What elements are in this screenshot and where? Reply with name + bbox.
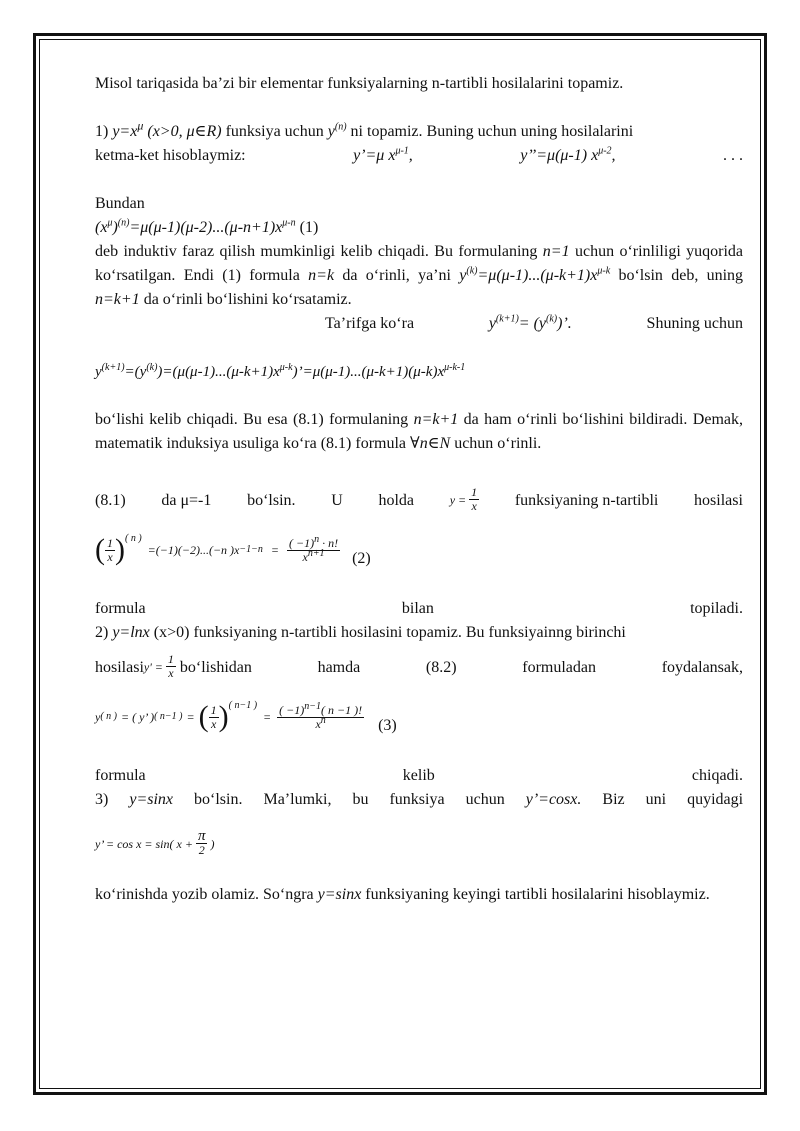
math-span: ( −1) <box>288 535 315 550</box>
math-span: = (y <box>518 315 547 332</box>
text-span: funksiyaning n-tartibli <box>514 492 659 509</box>
formula-bilan-line <box>95 597 743 621</box>
ellipsis: . . . <box>723 147 743 164</box>
formula-label: (3) <box>378 717 397 734</box>
function-condition: (x>0, μ∈R) <box>147 123 222 140</box>
final-paragraph <box>95 883 743 907</box>
derivatives-line: ketma-ket hisoblaymiz: y’=μ $x^{\mu-1}$, y’’=μ(μ-1) $x^{\mu-2}$, . . . <box>95 144 743 168</box>
math-span: y <box>459 267 467 284</box>
text-span: ketma-ket hisoblaymiz: <box>95 147 246 164</box>
paren: ) <box>115 533 125 566</box>
math-span: ( n −1 )! <box>321 702 363 717</box>
example-number: 1) <box>95 123 109 140</box>
fraction <box>196 830 208 857</box>
math-span: n=1 <box>542 243 570 260</box>
document-body <box>95 72 743 907</box>
formula-1: $(x^\mu)^{(n)}=\mu(\mu-1)(\mu-2)...(\mu-n+1)x^{\mu-n}$ (1) <box>95 217 319 236</box>
text-span: bo‘lishi kelib chiqadi. Bu esa (8.1) formulaning <box>95 411 409 428</box>
text-span: Ta’rifga ko‘ra <box>325 315 415 332</box>
math-span: ∀n∈N <box>410 435 451 452</box>
fraction: $\frac{1}{x}$ <box>107 535 113 564</box>
paren: ( <box>198 700 209 733</box>
math-span: ) <box>210 836 215 851</box>
text-span: formula <box>95 600 146 617</box>
math-span: x <box>315 716 321 731</box>
math-span: y’’=μ(μ-1) x <box>520 147 599 164</box>
exponent: n−1 <box>304 700 321 712</box>
text-span: deb induktiv faraz qilish mumkinligi kelib chiqadi. Bu formulaning <box>95 243 538 260</box>
text-span: n-tartibli hosilasini topamiz. Bu funksiyainng birinchi <box>281 624 626 641</box>
text-span: da ham o‘rinli bo‘lishini bildiradi. Demak, matematik induksiya usuliga ko‘ra (8.1) formula <box>95 411 743 452</box>
math-span: = <box>263 710 272 724</box>
conclusion-paragraph <box>95 408 743 456</box>
fraction <box>277 700 364 731</box>
math-span: y <box>95 710 101 724</box>
text-span: (8.1) <box>95 492 126 509</box>
function-expr: y=x <box>112 123 138 140</box>
math-span: ( −1) <box>279 702 305 717</box>
math-span: y = <box>449 492 467 507</box>
text-span: (x>0) funksiyaning <box>153 624 278 641</box>
formula-2 <box>95 529 743 571</box>
formula-k-plus-1: $y^{(k+1)}=(y^{(k)})=(\mu(\mu-1)...(\mu-k+1)x^{\mu-k})’=\mu(\mu-1)...(\mu-k+1)(\mu-k)x^{\mu-k-1}$ <box>95 362 466 380</box>
formula-label: (1) <box>299 219 319 236</box>
fraction-y-1-over-x <box>450 486 479 513</box>
text-span: hosilasi <box>95 659 144 676</box>
exponent: n <box>314 533 320 545</box>
formula-body: ( $\frac{1}{x}$ ) ( n ) =(−1)(−2)...(−n )x −1−n = $\frac{( -1)^n \cdot n!}{x^{n+1}}$ <box>95 533 339 566</box>
math-span: y=sinx <box>129 791 174 808</box>
case-mu-minus-1-line <box>95 486 743 513</box>
example-3-paragraph <box>95 788 743 812</box>
exponent: μ-1 <box>395 145 409 157</box>
text-span: bo‘lsin. Ma’lumki, bu funksiya uchun <box>194 791 505 808</box>
numerator: π <box>197 828 206 844</box>
text-span: kelib <box>402 767 435 784</box>
math-span: =μ(μ-1)...(μ-k+1)x <box>477 267 598 284</box>
induction-paragraph: deb induktiv faraz qilish mumkinligi kelib chiqadi. Bu formulaning n=1 uchun o‘rinliligi yuqorida ko‘rsatilgan. Endi (1) formula n=k da o‘rinli, ya’ni $y^{(k)}=\mu(\mu-1)...(\mu-k+1)x^{\mu-k}$ bo‘lsin deb, uning n=k+1 da o‘rinli bo‘lishini ko‘rsatamiz. <box>95 243 744 308</box>
text-span: Biz uni quyidagi <box>602 791 744 808</box>
fraction: $\frac{1}{x}$ <box>167 652 174 680</box>
math-span: )’. <box>557 315 572 332</box>
bundan-line: Bundan <box>95 195 145 212</box>
text-span: topiladi. <box>690 600 743 617</box>
formula-3 <box>95 696 743 738</box>
text-span: bo‘lsin deb, uning <box>618 267 744 284</box>
example-1-paragraph: 1) $y=x^\mu$ (x>0, μ∈R) funksiya uchun $y^{(n)}$ ni topamiz. Buning uchun uning hosilalarini <box>95 118 634 140</box>
definition-line: Ta’rifga ko‘ra $y^{(k+1)}= (y^{(k)})$’. Shuning uchun <box>95 312 743 336</box>
math-span: = ( y’ ) <box>121 710 155 724</box>
text-span: da o‘rinli, ya’ni <box>342 267 451 284</box>
denominator: x <box>471 499 477 513</box>
formula-body: y ( n ) = ( y’ ) ( n−1 ) = ( $\frac{1}{x}$ ) ( n−1 ) = $\frac{( -1)^{n-1}( n -1 )!}{x^n}$ <box>95 700 363 733</box>
fraction-y-prime <box>144 653 176 680</box>
text-span: 3) <box>95 791 109 808</box>
text-span: U <box>331 492 343 509</box>
formula-sin-shift <box>95 830 743 857</box>
text-span: uchun o‘rinli. <box>454 435 542 452</box>
exponent: μ-n <box>282 217 296 229</box>
math-span: = <box>186 710 195 724</box>
formula-label: (2) <box>352 550 371 567</box>
math-span: =(−1)(−2)...(−n )x <box>147 543 240 557</box>
math-span: n=k <box>308 267 335 284</box>
text-span: da μ=-1 <box>161 492 212 509</box>
denominator: 2 <box>198 843 205 857</box>
math-span: =μ(μ-1)(μ-2)...(μ-n+1)x <box>129 219 283 236</box>
text-span: ni topamiz. Buning uchun uning hosilalarini <box>350 123 634 140</box>
example-2-paragraph <box>95 621 743 645</box>
exponent: n+1 <box>307 547 325 559</box>
text-span: da o‘rinli bo‘lishini ko‘rsatamiz. <box>143 291 352 308</box>
text-span: bilan <box>401 600 434 617</box>
math-span: y <box>327 123 335 140</box>
intro-paragraph: Misol tariqasida ba’zi bir elementar funksiyalarning n-tartibli hosilalarini topamiz. <box>95 75 624 92</box>
text-span: Shuning uchun <box>646 315 743 332</box>
fraction <box>287 533 340 564</box>
math-span: = <box>270 543 279 557</box>
math-span: y <box>488 315 496 332</box>
formula-kelib-line <box>95 764 743 788</box>
exponent: n <box>320 714 326 726</box>
math-span: y=sinx <box>317 886 362 903</box>
math-span: · n! <box>322 535 339 550</box>
text-span: formula <box>95 767 146 784</box>
math-span: y' = <box>143 659 163 674</box>
text-span: ko‘rinishda yozib olamiz. So‘ngra <box>95 886 314 903</box>
paren: ) <box>218 700 229 733</box>
paren: ( <box>95 533 105 566</box>
math-span: y=lnx <box>112 624 150 641</box>
formula-body <box>95 830 214 857</box>
first-derivative-line <box>95 653 743 680</box>
text-span: uchun o‘rinliligi yuqorida ko‘rsatilgan. Endi (1) formula <box>95 243 744 284</box>
numerator: 1 <box>471 485 478 499</box>
text-span: holda <box>378 492 414 509</box>
fraction: $\frac{1}{x}$ <box>210 702 217 731</box>
text-span: funksiyaning keyingi tartibli hosilalarini hisoblaymiz. <box>365 886 710 903</box>
text-span: bo‘lsin. <box>247 492 296 509</box>
text-span: hosilasi <box>694 492 743 509</box>
math-span: y’=cosx. <box>525 791 582 808</box>
text-span: bo‘lishidan hamda (8.2) formuladan foydalansak, <box>179 659 743 676</box>
math-span: y’=μ x <box>353 147 396 164</box>
text-span: funksiya uchun <box>225 123 324 140</box>
text-span: chiqadi. <box>691 767 743 784</box>
fraction <box>469 486 479 513</box>
exponent: μ-2 <box>598 145 612 157</box>
text-span: 2) <box>95 624 109 641</box>
math-span: (x <box>95 219 108 236</box>
math-span: y’ = cos x = sin( x + <box>95 836 193 851</box>
math-span: x <box>302 549 308 564</box>
math-span: n=k+1 <box>413 411 459 428</box>
math-span: n=k+1 <box>95 291 140 308</box>
